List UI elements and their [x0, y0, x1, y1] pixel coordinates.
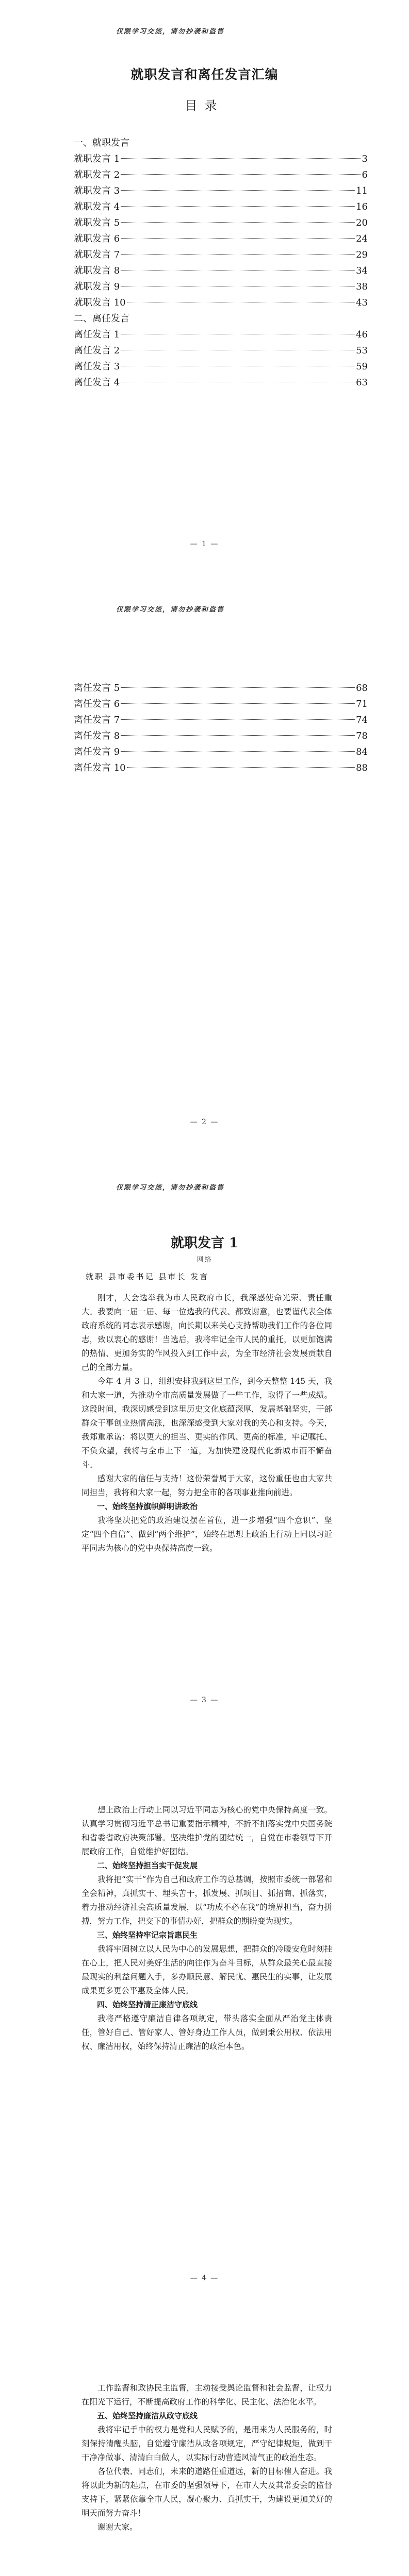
toc-entry-page: 74 — [356, 715, 368, 725]
toc-entry[interactable] — [74, 343, 368, 359]
toc-entry-title: 离任发言 5 — [74, 683, 120, 693]
toc-entry-title: 就职发言 6 — [74, 233, 120, 244]
toc-entry-title: 离任发言 3 — [74, 361, 120, 372]
paragraph: 我将牢固树立以人民为中心的发展思想，把群众的冷暖安危时刻挂在心上，把人民对美好生活的向往作为奋斗目标，从群众最关心最直接最现实的利益问题入手，多办顺民意、解民忧、惠民生的实事，让发展成果更多更公平惠及全体人民。 — [81, 1944, 332, 1995]
toc-entry[interactable] — [74, 183, 368, 199]
speech-source: 网络 — [197, 1256, 212, 1264]
speech-title: 就职发言 1 — [170, 1235, 239, 1251]
paragraph: 想上政治上行动上同以习近平同志为核心的党中央保持高度一致。认真学习贯彻习近平总书记重要指示精神，不折不扣落实党中央国务院和省委省政府决策部署。坚决维护党的团结统一，自觉在市委领导下开展政府工作，自觉维护好团结。 — [81, 1805, 332, 1856]
speech-body — [81, 1291, 332, 1555]
toc-entry-page: 53 — [356, 345, 368, 356]
toc-entry-title: 就职发言 2 — [74, 170, 120, 180]
toc-entry-page: 71 — [356, 699, 368, 709]
page-number: — 3 — — [190, 1696, 219, 1704]
page-1 — [0, 0, 409, 578]
toc-leader-dots — [121, 735, 355, 736]
page-5 — [0, 2312, 409, 2576]
toc-entry-title: 就职发言 7 — [74, 249, 120, 260]
paragraph: 今年 4 月 3 日，组织安排我到这里工作，到今天整整 145 天，我和大家一道，为推动全市高质量发展做了一些工作，取得了一些成绩。这段时间，我深切感受到这里历史文化底蕴深厚，发展基础坚实，干部群众干事创业热情高涨，也深深感受到大家对我的关心和支持。今天，我郑重承诺：将以更大的担当、更实的作风、更高的标准，牢记嘱托、不负众望，我将与全市上下一道，为加快建设现代化新城市而不懈奋斗。 — [81, 1377, 332, 1469]
toc-entry[interactable] — [74, 760, 368, 776]
page-4 — [0, 1734, 409, 2312]
toc-entry[interactable] — [74, 696, 368, 712]
toc-entry[interactable] — [74, 151, 368, 167]
toc-entry[interactable] — [74, 359, 368, 375]
paragraph: 各位代表、同志们，未来的道路任重道远，新的目标催人奋进。我将以此为新的起点，在市委的坚强领导下，在市人大及其常委会的监督支持下，紧紧依靠全市人民，凝心聚力、真抓实干，为建设更加美好的明天而努力奋斗！ — [81, 2467, 332, 2518]
toc-entry[interactable] — [74, 247, 368, 263]
toc-leader-dots — [127, 767, 355, 768]
toc-entry-title: 离任发言 1 — [74, 329, 120, 340]
page-2 — [0, 578, 409, 1156]
toc-entry[interactable] — [74, 680, 368, 696]
section-heading: 一、始终坚持旗帜鲜明讲政治 — [97, 1502, 198, 1511]
page-number: — 4 — — [190, 2274, 219, 2282]
speech-byline: 就职 县市委书记 县市长 发言 — [86, 1272, 209, 1281]
toc-leader-dots — [121, 254, 355, 255]
toc-entry-page: 84 — [356, 747, 368, 757]
page-header: 仅限学习交流，请勿抄袭和盗售 — [116, 1184, 225, 1192]
toc-entry-page: 24 — [356, 233, 368, 244]
page-number: — 1 — — [190, 540, 219, 548]
toc-entry-page: 3 — [362, 154, 368, 164]
toc-leader-dots — [121, 158, 361, 159]
toc-entry[interactable] — [74, 231, 368, 247]
toc-entry-page: 6 — [362, 170, 368, 180]
toc-entry-page: 16 — [356, 201, 368, 212]
speech-body — [81, 1803, 332, 2054]
toc-entry[interactable] — [74, 279, 368, 295]
toc-entry[interactable] — [74, 199, 368, 215]
section-heading: 二、始终坚持担当实干促发展 — [97, 1861, 198, 1870]
toc-entry-page: 88 — [356, 762, 368, 773]
section-heading: 三、始终坚持牢记宗旨惠民生 — [97, 1930, 198, 1940]
page-3 — [0, 1156, 409, 1734]
toc-entry-title: 离任发言 9 — [74, 747, 120, 757]
table-of-contents-continued — [74, 680, 368, 776]
toc-leader-dots — [121, 751, 355, 752]
toc-entry-title: 就职发言 1 — [74, 154, 120, 164]
page-header: 仅限学习交流，请勿抄袭和盗售 — [116, 606, 225, 614]
paragraph: 刚才，大会选举我为市人民政府市长，我深感使命光荣、责任重大。我要向一届一届、每一位选我的代表、都致谢意，也要谨代表全体政府系统的同志表示感谢，向长期以来关心支持帮助我们工作的各位同志，致以衷心的感谢！当选后，我将牢记全市人民的重托，以更加饱满的热情、更加务实的作风投入到工作中去，为全市经济社会发展贡献自己的全部力量。 — [81, 1293, 332, 1372]
paragraph: 我将牢记手中的权力是党和人民赋予的，是用来为人民服务的，时刻保持清醒头脑，自觉遵守廉洁从政各项规定，严守纪律规矩，做到干干净净做事、清清白白做人，以实际行动营造风清气正的政治生态。 — [81, 2425, 332, 2462]
toc-entry[interactable] — [74, 375, 368, 391]
toc-entry-page: 78 — [356, 731, 368, 741]
toc-entry-page: 59 — [356, 361, 368, 372]
toc-entry-title: 离任发言 2 — [74, 345, 120, 356]
paragraph: 感谢大家的信任与支持！这份荣誉属于大家，这份重任也由大家共同担当，我将和大家一起，努力把全市的各项事业推向前进。 — [81, 1474, 332, 1497]
table-of-contents — [74, 135, 368, 391]
document-title: 就职发言和离任发言汇编 — [130, 67, 279, 82]
paragraph: 工作监督和政协民主监督，主动接受舆论监督和社会监督，让权力在阳光下运行，不断提高政府工作的科学化、民主化、法治化水平。 — [81, 2383, 332, 2406]
toc-leader-dots — [121, 719, 355, 720]
toc-entry-title: 就职发言 8 — [74, 265, 120, 276]
toc-leader-dots — [121, 190, 355, 191]
toc-entry-title: 就职发言 9 — [74, 281, 120, 292]
toc-entry-title: 就职发言 10 — [74, 297, 126, 308]
toc-entry-page: 43 — [356, 297, 368, 308]
toc-entry-title: 就职发言 5 — [74, 217, 120, 228]
toc-heading: 目录 — [185, 98, 224, 113]
section-heading: 四、始终坚持清正廉洁守底线 — [97, 2000, 198, 2009]
toc-entry-page: 29 — [356, 249, 368, 260]
toc-entry-page: 68 — [356, 683, 368, 693]
paragraph: 谢谢大家。 — [97, 2522, 138, 2532]
toc-leader-dots — [121, 687, 355, 688]
toc-leader-dots — [121, 174, 361, 175]
toc-section-heading: 一、就职发言 — [74, 138, 129, 148]
toc-entry[interactable] — [74, 728, 368, 744]
toc-entry-title: 离任发言 10 — [74, 762, 126, 773]
toc-leader-dots — [121, 703, 355, 704]
toc-entry-title: 离任发言 7 — [74, 715, 120, 725]
toc-leader-dots — [121, 238, 355, 239]
toc-entry[interactable] — [74, 744, 368, 760]
paragraph: 我将坚决把党的政治建设摆在首位，进一步增强“四个意识”、坚定“四个自信”、做到“两个维护”，始终在思想上政治上行动上同以习近平同志为核心的党中央保持高度一致。 — [81, 1516, 332, 1553]
toc-leader-dots — [121, 222, 355, 223]
toc-entry[interactable] — [74, 263, 368, 279]
toc-entry[interactable] — [74, 295, 368, 311]
toc-entry-page: 20 — [356, 217, 368, 228]
toc-entry-title: 离任发言 6 — [74, 699, 120, 709]
toc-entry-title: 离任发言 8 — [74, 731, 120, 741]
page-number: — 2 — — [190, 1118, 219, 1126]
toc-entry-title: 就职发言 4 — [74, 201, 120, 212]
toc-entry-page: 63 — [356, 377, 368, 388]
section-heading: 五、始终坚持廉洁从政守底线 — [97, 2411, 198, 2420]
toc-entry-title: 离任发言 4 — [74, 377, 120, 388]
speech-body — [81, 2381, 332, 2534]
toc-entry-page: 46 — [356, 329, 368, 340]
toc-entry-title: 就职发言 3 — [74, 185, 120, 196]
toc-entry-page: 11 — [356, 185, 368, 196]
toc-entry[interactable] — [74, 327, 368, 343]
page-header: 仅限学习交流，请勿抄袭和盗售 — [116, 28, 225, 36]
toc-leader-dots — [121, 206, 355, 207]
toc-entry[interactable] — [74, 215, 368, 231]
toc-entry[interactable] — [74, 712, 368, 728]
toc-entry-page: 38 — [356, 281, 368, 292]
paragraph: 我将严格遵守廉洁自律各项规定，带头落实全面从严治党主体责任，管好自己、管好家人、管好身边工作人员，做到秉公用权、依法用权、廉洁用权，始终保持清正廉洁的政治本色。 — [81, 2014, 332, 2051]
paragraph: 我将把“实干”作为自己和政府工作的总基调，按照市委统一部署和全会精神，真抓实干、埋头苦干，抓发展、抓项目、抓招商、抓落实，着力推动经济社会高质量发展，以“功成不必在我”的境界担当，奋力拼搏，努力工作，把交下的事情办好，把群众的期盼变为现实。 — [81, 1875, 332, 1926]
toc-entry[interactable] — [74, 167, 368, 183]
toc-entry-page: 34 — [356, 265, 368, 276]
toc-section-heading: 二、离任发言 — [74, 313, 129, 324]
